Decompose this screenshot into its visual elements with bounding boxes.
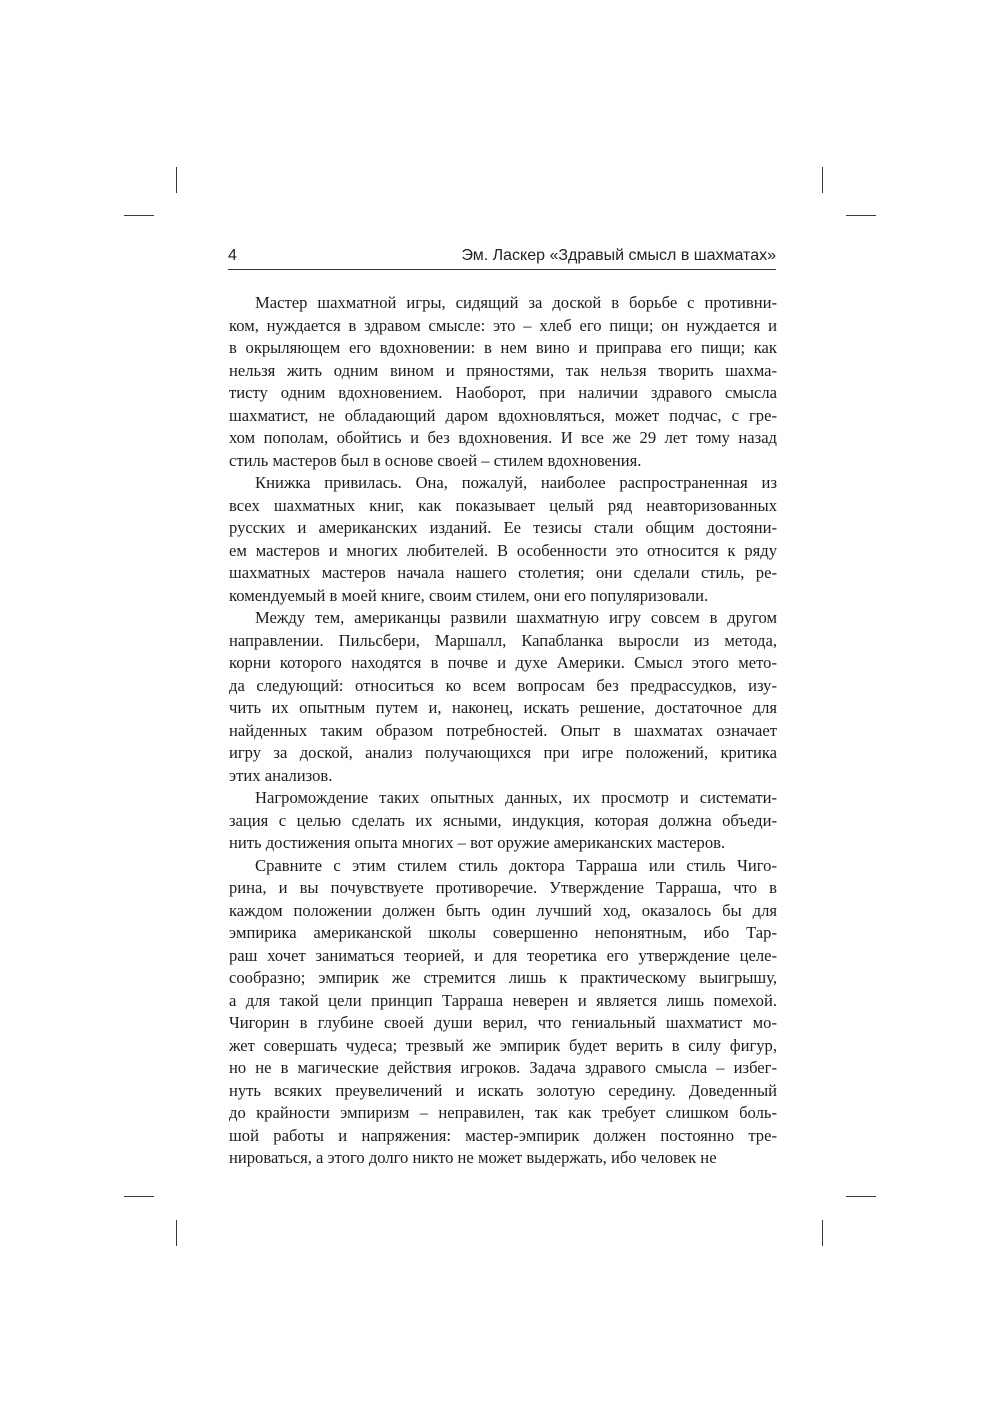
crop-mark-top-right-vertical — [822, 167, 823, 193]
crop-mark-bottom-left-vertical — [176, 1220, 177, 1246]
text-line: тисту одним вдохновением. Наоборот, при наличии здравого смысла — [229, 383, 777, 402]
paragraph — [229, 787, 777, 855]
crop-mark-bottom-right-horizontal — [846, 1196, 876, 1197]
paragraph — [229, 855, 777, 1170]
paragraph — [229, 292, 777, 472]
text-line: но не в магические действия игроков. Задача здравого смысла – избег- — [229, 1058, 777, 1077]
text-line: нельзя жить одним вином и пряностями, так нельзя творить шахма- — [229, 360, 777, 380]
text-line: в окрыляющем его вдохновении: в нем вино и приправа его пищи; как — [229, 338, 777, 357]
text-line: да следующий: относиться ко всем вопросам без предрассудков, изу- — [229, 675, 777, 695]
text-line: всех шахматных книг, как показывает целый ряд неавторизованных — [229, 495, 777, 515]
crop-mark-top-left-horizontal — [124, 215, 154, 216]
text-line: корни которого находятся в почве и духе Америки. Смысл этого мето- — [229, 653, 777, 672]
text-line: шахматист, не обладающий даром вдохновляться, может подчас, с гре- — [229, 405, 777, 425]
text-line: Мастер шахматной игры, сидящий за доской в борьбе с противни- — [255, 293, 777, 312]
paragraph — [229, 607, 777, 787]
text-line: шахматных мастеров начала нашего столетия; они сделали стиль, ре- — [229, 563, 777, 582]
text-line: нить достижения опыта многих – вот оружие американских мастеров. — [229, 833, 726, 852]
text-line: чить их опытным путем и, наконец, искать решение, достаточное для — [229, 698, 777, 717]
running-title: Эм. Ласкер «Здравый смысл в шахматах» — [461, 247, 776, 264]
text-line: стиль мастеров был в основе своей – стилем вдохновения. — [229, 450, 642, 470]
text-line: раш хочет заниматься теорией, и для теоретика его утверждение целе- — [229, 945, 777, 965]
text-line: нироваться, а этого долго никто не может выдержать, ибо человек не — [229, 1148, 717, 1167]
text-line: зация с целью сделать их ясными, индукция, которая должна объеди- — [229, 810, 777, 830]
text-line: этих анализов. — [229, 765, 333, 785]
text-line: направлении. Пильсбери, Маршалл, Капабланка выросли из метода, — [229, 630, 777, 650]
text-line: жет совершать чудеса; трезвый же эмпирик будет верить в силу фигур, — [229, 1035, 777, 1055]
page-header — [228, 245, 776, 270]
text-line: ем мастеров и многих любителей. В особенности это относится к ряду — [229, 540, 777, 560]
text-line: комендуемый в моей книге, своим стилем, они его популяризовали. — [229, 585, 709, 605]
text-line: до крайности эмпиризм – неправилен, так как требует слишком боль- — [229, 1103, 777, 1122]
text-line: Чигорин в глубине своей души верил, что гениальный шахматист мо- — [229, 1013, 777, 1032]
text-line: русских и американских изданий. Ее тезисы стали общим достояни- — [229, 518, 777, 537]
body-text — [229, 292, 777, 1170]
paragraph — [229, 472, 777, 607]
text-line: Между тем, американцы развили шахматную игру совсем в другом — [255, 608, 777, 627]
text-line: найденных таким образом потребностей. Опыт в шахматах означает — [229, 720, 777, 740]
text-line: эмпирика американской школы совершенно непонятным, ибо Тар- — [229, 923, 777, 942]
text-line: Нагромождение таких опытных данных, их просмотр и системати- — [255, 788, 777, 807]
text-line: Сравните с этим стилем стиль доктора Тарраша или стиль Чиго- — [255, 855, 777, 875]
crop-mark-bottom-right-vertical — [822, 1220, 823, 1246]
text-line: Книжка привилась. Она, пожалуй, наиболее распространенная из — [255, 473, 777, 492]
text-line: а для такой цели принцип Тарраша неверен и является лишь помехой. — [229, 990, 777, 1010]
text-line: каждом положении должен быть один лучший ход, оказалось бы для — [229, 900, 777, 920]
crop-mark-top-left-vertical — [176, 167, 177, 193]
text-line: нуть всяких преувеличений и искать золотую середину. Доведенный — [229, 1080, 777, 1100]
crop-mark-bottom-left-horizontal — [124, 1196, 154, 1197]
text-line: сообразно; эмпирик же стремится лишь к практическому выигрышу, — [229, 968, 777, 987]
text-line: шой работы и напряжения: мастер-эмпирик должен постоянно тре- — [229, 1125, 777, 1145]
crop-mark-top-right-horizontal — [846, 215, 876, 216]
text-line: ком, нуждается в здравом смысле: это – хлеб его пищи; он нуждается и — [229, 315, 777, 335]
text-line: игру за доской, анализ получающихся при игре положений, критика — [229, 743, 777, 762]
text-line: рина, и вы почувствуете противоречие. Утверждение Тарраша, что в — [229, 878, 777, 897]
page-number: 4 — [228, 247, 237, 264]
text-line: хом пополам, обойтись и без вдохновения. И все же 29 лет тому назад — [229, 428, 777, 447]
